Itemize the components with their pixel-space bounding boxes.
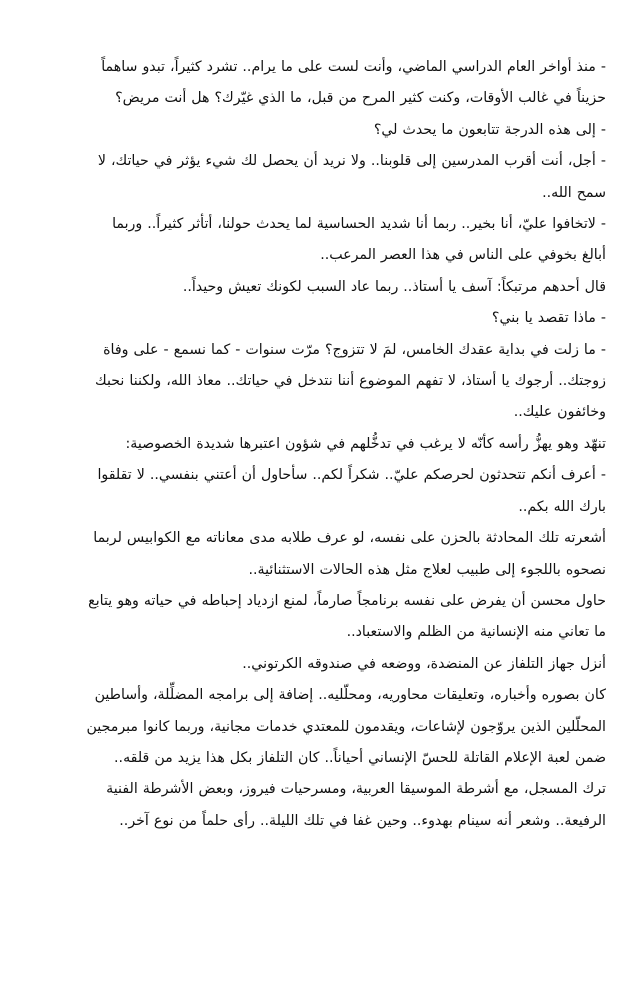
text-line: - ماذا تقصد يا بني؟ <box>491 310 606 327</box>
paragraph <box>33 523 606 586</box>
paragraph <box>33 52 606 115</box>
text-line: الرفيعة.. وشعر أنه سينام بهدوء.. وحين غفا في تلك الليلة.. رأى حلماً من نوع آخر.. <box>119 812 606 829</box>
paragraph <box>33 680 606 774</box>
text-line: حزيناً في غالب الأوقات، وكنت كثير المرح من قبل، ما الذي غيّرك؟ هل أنت مريض؟ <box>115 90 606 107</box>
text-line: ما تعاني منه الإنسانية من الظلم والاستعباد.. <box>346 624 606 641</box>
text-line: - أجل، أنت أقرب المدرسين إلى قلوبنا.. ولا نريد أن يحصل لك شيء يؤثر في حياتك، لا <box>97 153 606 170</box>
paragraph <box>33 586 606 649</box>
paragraph <box>33 209 606 272</box>
paragraph <box>33 649 606 680</box>
text-line: - ما زلت في بداية عقدك الخامس، لمَ لا تتزوج؟ مرّت سنوات - كما نسمع - على وفاة <box>103 341 606 358</box>
text-line: زوجتك.. أرجوك يا أستاذ، لا تفهم الموضوع أننا نتدخل في حياتك.. معاذ الله، ولكننا نحبك <box>95 373 606 390</box>
text-line: - أعرف أنكم تتحدثون لحرصكم عليّ.. شكراً لكم.. سأحاول أن أعتني بنفسي.. لا تقلقوا <box>97 467 606 484</box>
paragraph <box>33 335 606 429</box>
text-line: - منذ أواخر العام الدراسي الماضي، وأنت لست على ما يرام.. تشرد كثيراً، تبدو ساهماً <box>101 59 606 75</box>
text-line: نصحوه باللجوء إلى طبيب لعلاج مثل هذه الحالات الاستثنائية.. <box>248 561 606 578</box>
paragraph <box>33 460 606 523</box>
paragraph <box>33 303 606 334</box>
text-line: وخائفون عليك.. <box>513 404 606 421</box>
text-line: تنهّد وهو يهزُّ رأسه كأنّه لا يرغب في تدخُّلهم في شؤون اعتبرها شديدة الخصوصية: <box>125 435 606 452</box>
text-line: أبالغ بخوفي على الناس في هذا العصر المرعب.. <box>320 247 606 264</box>
text-line: حاول محسن أن يفرض على نفسه برنامجاً صارماً، لمنع ازدياد إحباطه في حياته وهو يتابع <box>88 592 606 609</box>
text-line: قال أحدهم مرتبكاً: آسف يا أستاذ.. ربما عاد السبب لكونك تعيش وحيداً.. <box>182 278 606 295</box>
text-line: المحلّلين الذين يروّجون لإشاعات، ويقدمون للمعتدي خدمات مجانية، وربما كانوا مبرمجين <box>86 718 606 735</box>
text-line: سمح الله.. <box>542 184 606 201</box>
paragraph <box>33 429 606 460</box>
text-line: ترك المسجل، مع أشرطة الموسيقا العربية، ومسرحيات فيروز، وبعض الأشرطة الفنية <box>106 781 606 798</box>
paragraph <box>33 146 606 209</box>
text-line: أشعرته تلك المحادثة بالحزن على نفسه، لو عرف طلابه مدى معاناته مع الكوابيس لربما <box>93 530 606 547</box>
text-line: بارك الله بكم.. <box>518 498 606 515</box>
paragraph <box>33 115 606 146</box>
text-line: - إلى هذه الدرجة تتابعون ما يحدث لي؟ <box>373 121 606 138</box>
text-line: كان بصوره وأخباره، وتعليقات محاوريه، ومحلّليه.. إضافة إلى برامجه المضلِّلة، وأساطين <box>94 687 606 704</box>
paragraph <box>33 774 606 837</box>
text-line: أنزل جهاز التلفاز عن المنضدة، ووضعه في صندوقه الكرتوني.. <box>242 655 606 672</box>
text-line: - لاتخافوا عليّ، أنا بخير.. ربما أنا شديد الحساسية لما يحدث حولنا، أتأثر كثيراً.. وربما <box>112 216 606 233</box>
text-line: ضمن لعبة الإعلام القاتلة للحسّ الإنساني أحياناً.. كان التلفاز بكل هذا يزيد من قلقه.. <box>114 749 606 766</box>
paragraph <box>33 272 606 303</box>
